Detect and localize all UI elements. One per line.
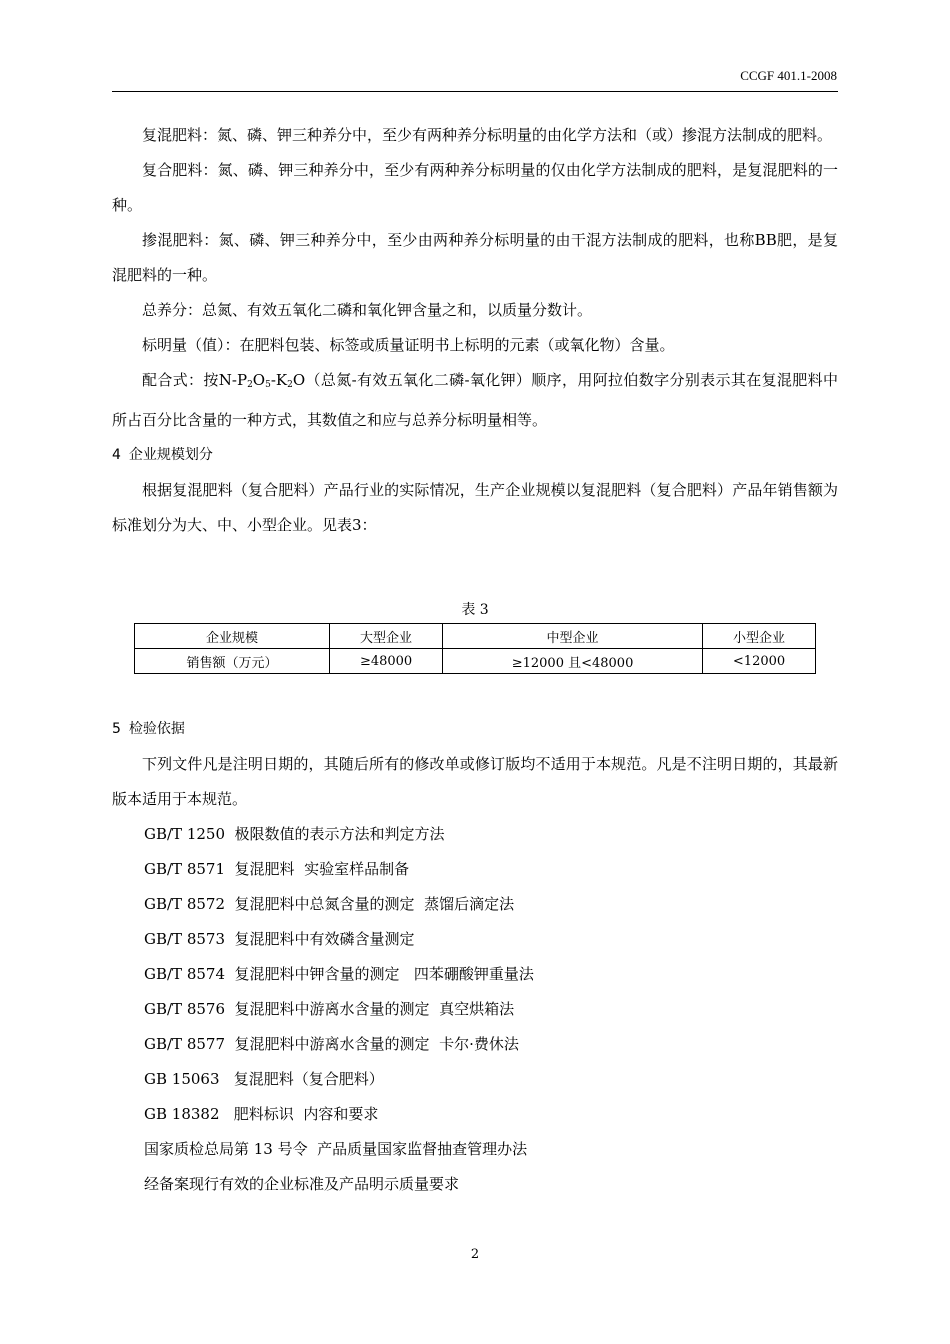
- formula-mid-2: -K: [270, 371, 288, 389]
- table-row: [135, 649, 816, 674]
- reference-item: GB/T 8576 复混肥料中游离水含量的测定 真空烘箱法: [144, 1000, 515, 1018]
- document-code: CCGF 401.1-2008: [740, 68, 837, 83]
- header-divider: [112, 91, 838, 92]
- reference-item: GB/T 8573 复混肥料中有效磷含量测定: [144, 930, 415, 948]
- reference-item: 经备案现行有效的企业标准及产品明示质量要求: [144, 1175, 460, 1193]
- page-number: 2: [470, 1247, 480, 1262]
- reference-item: GB 15063 复混肥料（复合肥料）: [144, 1070, 384, 1088]
- table-header-cell: 企业规模: [135, 624, 330, 649]
- definition-total-nutrient: 总养分：总氮、有效五氧化二磷和氧化钾含量之和，以质量分数计。: [142, 301, 593, 319]
- definition-bulk-blending-fertilizer: 掺混肥料：氮、磷、钾三种养分中，至少由两种养分标明量的由干混方法制成的肥料，也称BB肥，是复混肥料的一种。: [112, 231, 838, 284]
- reference-item: GB 18382 肥料标识 内容和要求: [144, 1105, 379, 1123]
- table-header-cell: 小型企业: [703, 624, 816, 649]
- section-5-heading: [112, 712, 838, 747]
- formula-mid-1: O: [252, 371, 266, 389]
- table-3-caption: 表 3: [461, 602, 489, 618]
- section-5-title: 检验依据: [128, 721, 185, 737]
- reference-item: 国家质检总局第 13 号令 产品质量国家监督抽查管理办法: [144, 1140, 528, 1158]
- table-header-row: [135, 624, 816, 649]
- table-cell: 销售额（万元）: [135, 649, 330, 674]
- section-4-number: 4: [112, 447, 121, 463]
- definition-complex-fertilizer: 复合肥料：氮、磷、钾三种养分中，至少有两种养分标明量的仅由化学方法制成的肥料，是复混肥料的一种。: [112, 161, 838, 214]
- reference-item: GB/T 8577 复混肥料中游离水含量的测定 卡尔·费休法: [144, 1035, 519, 1053]
- section-4-paragraph: 根据复混肥料（复合肥料）产品行业的实际情况，生产企业规模以复混肥料（复合肥料）产品年销售额为标准划分为大、中、小型企业。见表3：: [112, 481, 838, 534]
- table-cell: ≥48000: [330, 649, 443, 674]
- reference-item: GB/T 8571 复混肥料 实验室样品制备: [144, 860, 410, 878]
- table-cell: <12000: [703, 649, 816, 674]
- formula-suffix: O（总氮-有效五氧化二磷-氧化钾）顺序，用阿拉伯数字分别表示其在复混肥料中所占百分比含量的一种方式，其数值之和应与总养分标明量相等。: [112, 371, 838, 429]
- table-cell: ≥12000 且<48000: [443, 649, 703, 674]
- reference-item: GB/T 1250 极限数值的表示方法和判定方法: [144, 825, 445, 843]
- table-header-cell: 中型企业: [443, 624, 703, 649]
- formula-sub-2: 5: [265, 380, 271, 390]
- reference-item: GB/T 8572 复混肥料中总氮含量的测定 蒸馏后滴定法: [144, 895, 515, 913]
- table-header-cell: 大型企业: [330, 624, 443, 649]
- definition-formula: [112, 363, 838, 438]
- definition-compound-fertilizer: 复混肥料：氮、磷、钾三种养分中，至少有两种养分标明量的由化学方法和（或）掺混方法制成的肥料。: [142, 126, 833, 144]
- definition-declared-value: 标明量（值）：在肥料包装、标签或质量证明书上标明的元素（或氧化物）含量。: [142, 336, 675, 354]
- table-3: [134, 623, 816, 674]
- page-body: [112, 118, 838, 1202]
- section-5-paragraph: 下列文件凡是注明日期的，其随后所有的修改单或修订版均不适用于本规范。凡是不注明日期的，其最新版本适用于本规范。: [112, 755, 838, 808]
- reference-item: GB/T 8574 复混肥料中钾含量的测定 四苯硼酸钾重量法: [144, 965, 534, 983]
- section-4-title: 企业规模划分: [128, 447, 213, 463]
- formula-prefix: 配合式：按N-P: [142, 371, 248, 389]
- section-4-heading: [112, 438, 838, 473]
- section-5-number: 5: [112, 721, 121, 737]
- formula-sub-1: 2: [247, 380, 253, 390]
- formula-sub-3: 2: [287, 380, 293, 390]
